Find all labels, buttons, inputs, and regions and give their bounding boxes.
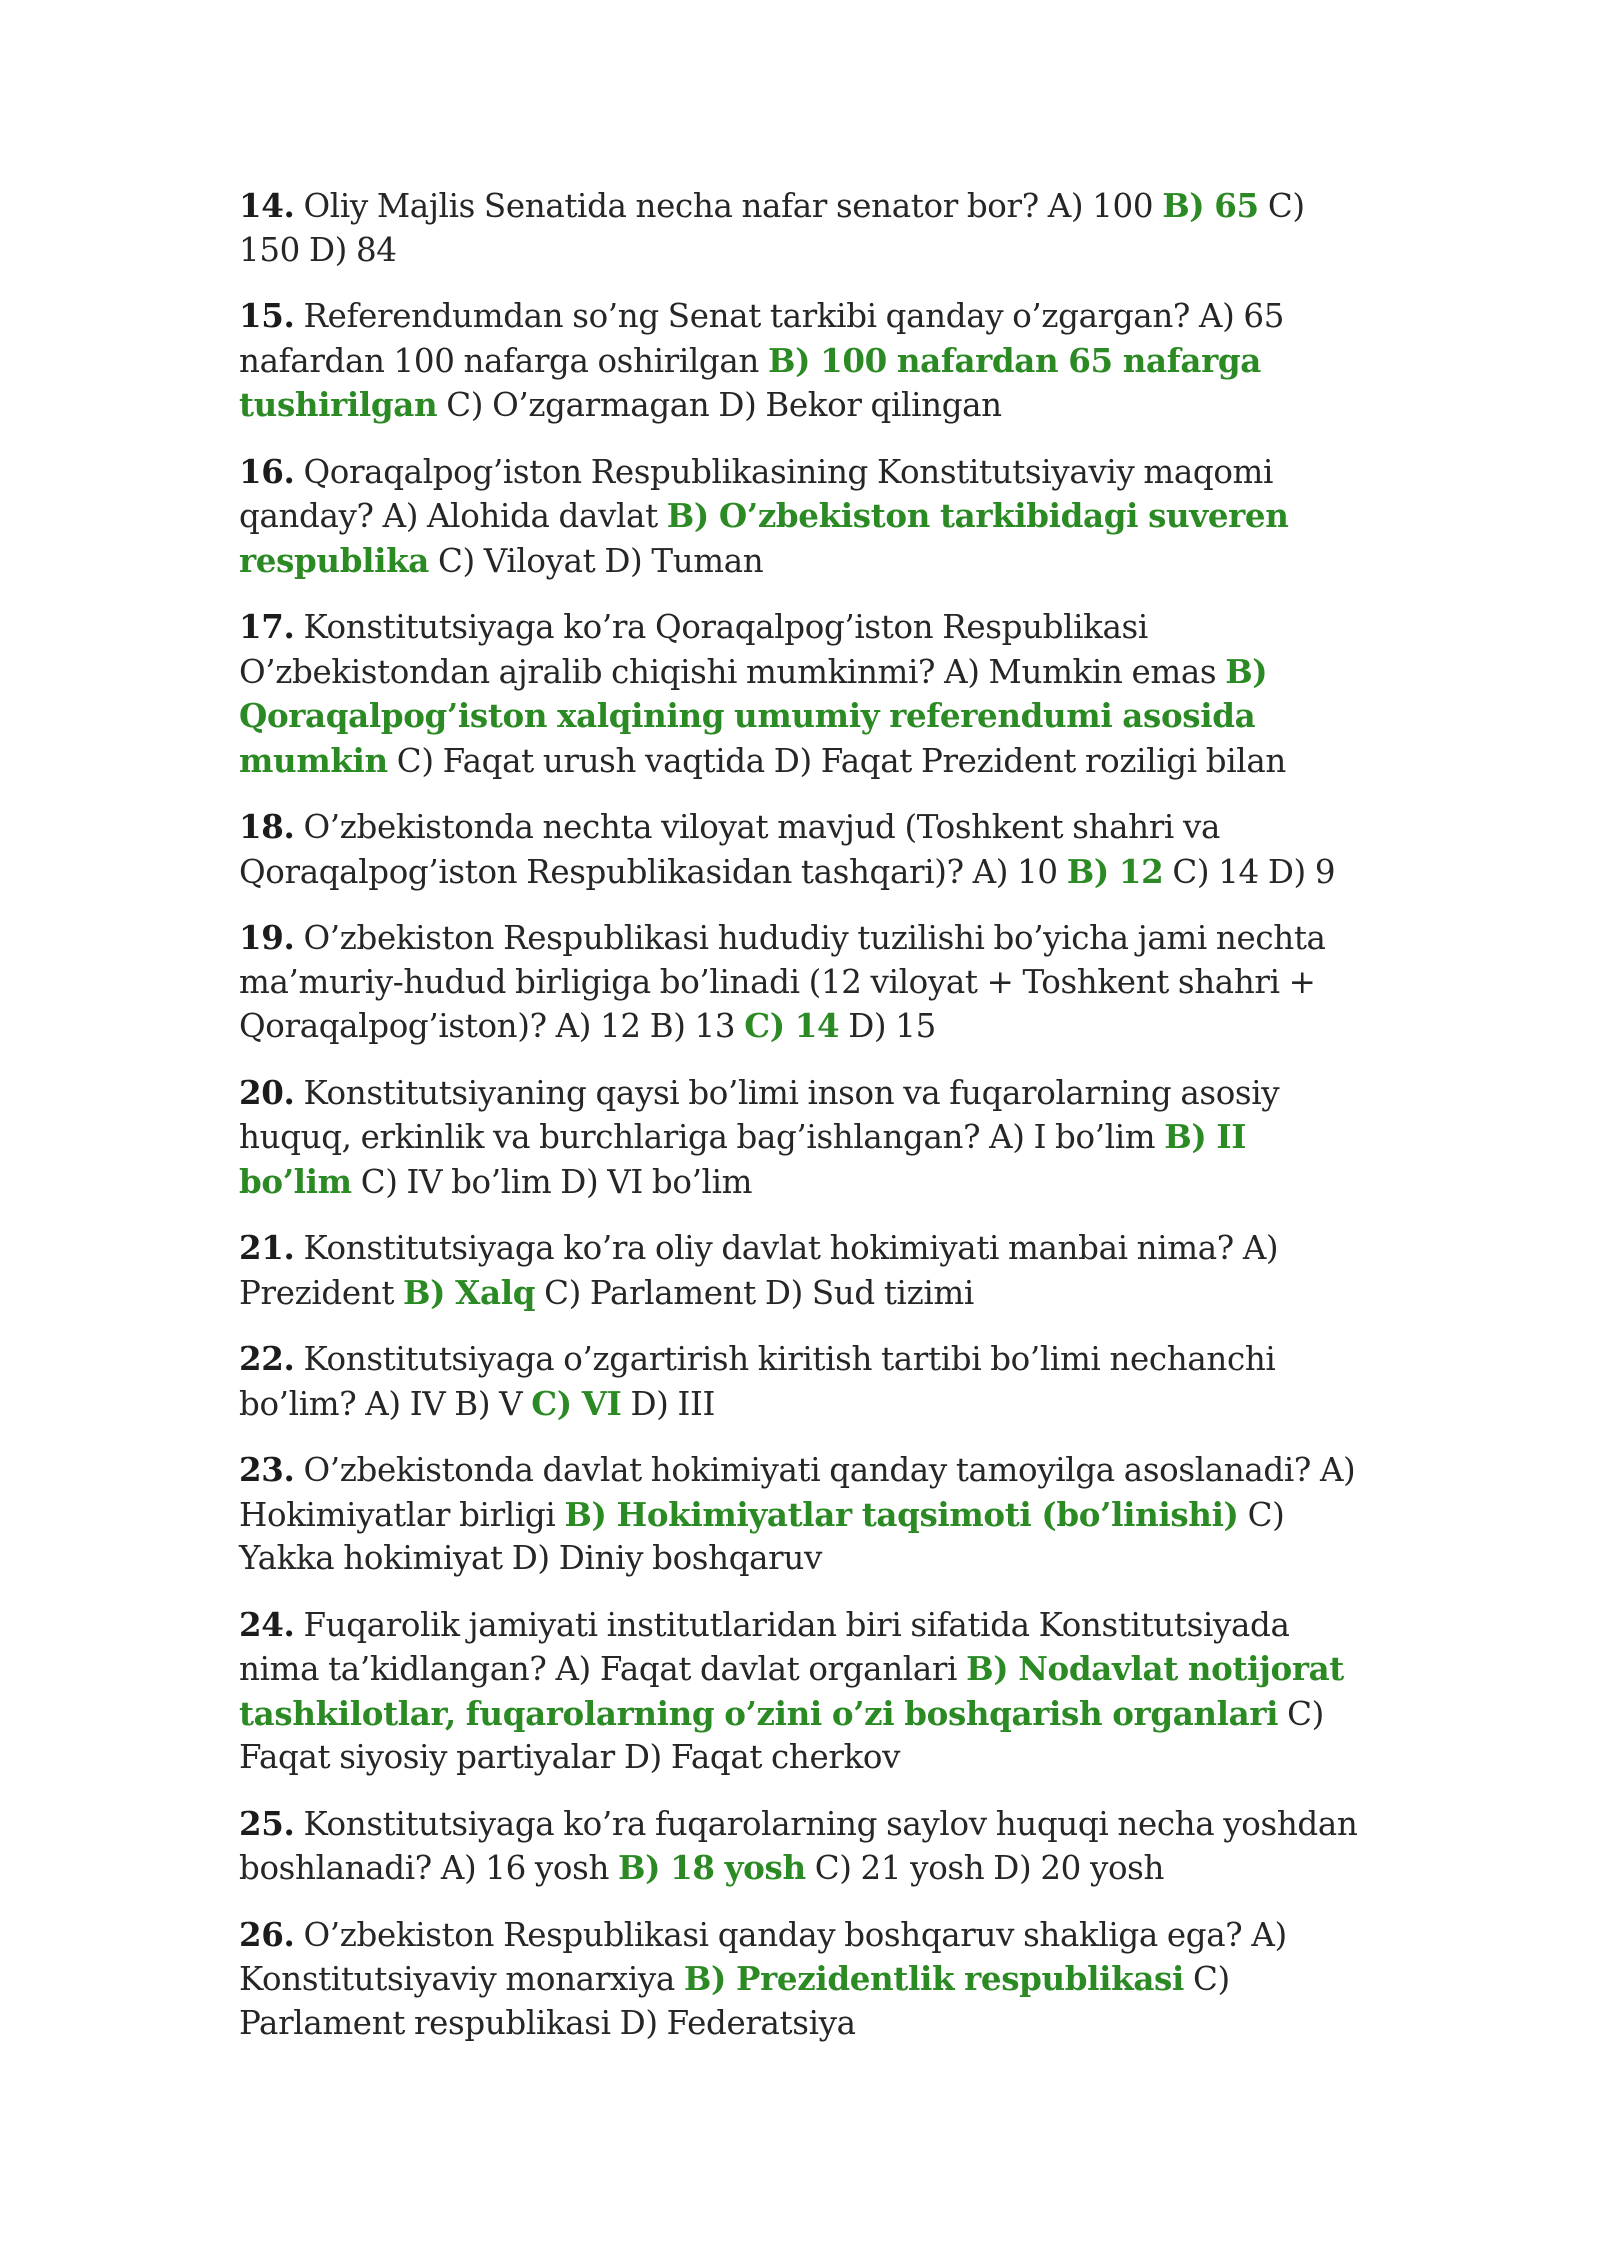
wrong-options-after: C) Parlament respublikasi D) Federatsiya — [239, 1960, 1230, 2042]
question-item — [239, 450, 1359, 584]
question-text: O’zbekiston Respublikasi qanday boshqaruv shakliga ega? — [303, 1915, 1243, 1954]
question-item — [239, 916, 1359, 1049]
question-list — [239, 184, 1359, 2067]
correct-answer: B) II bo’lim — [239, 1117, 1247, 1201]
correct-answer: B) 65 — [1162, 186, 1259, 225]
wrong-options-after: D) III — [630, 1384, 715, 1423]
wrong-options-before: A) Faqat davlat organlari — [555, 1650, 958, 1688]
question-item — [239, 1802, 1359, 1891]
wrong-options-after: C) Parlament D) Sud tizimi — [544, 1273, 974, 1312]
wrong-options-before: A) Konstitutsiyaviy monarxiya — [239, 1915, 1287, 1998]
correct-answer: B) 18 yosh — [618, 1848, 806, 1887]
wrong-options-after: C) Faqat urush vaqtida D) Faqat Prezident roziligi bilan — [396, 741, 1286, 780]
question-text: Referendumdan so’ng Senat tarkibi qanday o’zgargan? — [303, 297, 1190, 335]
question-number: 22. — [239, 1339, 295, 1378]
question-text: O’zbekistonda davlat hokimiyati qanday tamoyilga asoslanadi? — [303, 1451, 1311, 1489]
wrong-options-after: C) O’zgarmagan D) Bekor qilingan — [446, 386, 1002, 424]
question-number: 24. — [239, 1604, 295, 1644]
wrong-options-after: D) 15 — [848, 1007, 936, 1045]
question-text: Konstitutsiyaning qaysi bo’limi inson va fuqarolarning asosiy huquq, erkinlik va burchlariga bag’ishlangan? — [239, 1073, 1280, 1156]
correct-answer: B) 100 nafardan 65 nafarga tushirilgan — [239, 340, 1261, 424]
wrong-options-after: C) Viloyat D) Tuman — [437, 541, 764, 580]
wrong-options-after: C) IV bo’lim D) VI bo’lim — [360, 1162, 753, 1201]
question-item — [239, 184, 1359, 272]
question-item — [239, 805, 1359, 894]
question-text: Qoraqalpog’iston Respublikasining Konstitutsiyaviy maqomi qanday? — [239, 452, 1274, 535]
wrong-options-after: C) 14 D) 9 — [1172, 852, 1336, 891]
correct-answer: B) 12 — [1066, 851, 1164, 891]
wrong-options-before: A) 65 nafardan 100 nafarga oshirilgan — [239, 297, 1285, 380]
wrong-options-after: C) 21 yosh D) 20 yosh — [814, 1849, 1165, 1887]
wrong-options-before: A) 12 B) 13 — [555, 1007, 736, 1045]
question-number: 18. — [239, 807, 295, 846]
question-number: 19. — [239, 918, 295, 957]
question-number: 21. — [239, 1228, 295, 1267]
question-text: Konstitutsiyaga ko’ra fuqarolarning saylov huquqi necha yoshdan boshlanadi? — [239, 1804, 1358, 1887]
wrong-options-before: A) IV B) V — [365, 1384, 523, 1423]
wrong-options-before: A) Mumkin emas — [944, 652, 1217, 691]
wrong-options-before: A) Prezident — [239, 1229, 1279, 1312]
correct-answer: B) Prezidentlik respublikasi — [683, 1959, 1184, 1998]
question-item — [239, 1603, 1359, 1780]
question-text: Konstitutsiyaga ko’ra Qoraqalpog’iston Respublikasi O’zbekistondan ajralib chiqishi mumkinmi? — [239, 608, 1148, 691]
question-number: 16. — [239, 451, 295, 491]
question-item — [239, 1913, 1359, 2046]
wrong-options-after: C) Yakka hokimiyat D) Diniy boshqaruv — [239, 1495, 1285, 1577]
question-number: 14. — [239, 186, 295, 225]
question-item — [239, 294, 1359, 428]
wrong-options-before: A) I bo’lim — [989, 1118, 1156, 1156]
wrong-options-before: A) Hokimiyatlar birligi — [239, 1451, 1356, 1534]
question-text: O’zbekistonda nechta viloyat mavjud (Toshkent shahri va Qoraqalpog’iston Respublikasidan tashqari)? — [239, 808, 1220, 891]
correct-answer: B) Xalq — [403, 1272, 536, 1312]
question-item — [239, 1448, 1359, 1581]
question-text: Konstitutsiyaga o’zgartirish kiritish tartibi bo’limi nechanchi bo’lim? — [239, 1340, 1276, 1423]
correct-answer: B) Hokimiyatlar taqsimoti (bo’linishi) — [564, 1494, 1239, 1534]
question-item — [239, 1071, 1359, 1205]
question-number: 15. — [239, 296, 295, 335]
wrong-options-before: A) 10 — [972, 852, 1058, 891]
question-number: 26. — [239, 1914, 295, 1954]
question-text: O’zbekiston Respublikasi hududiy tuzilishi bo’yicha jami nechta ma’muriy-hudud birligiga bo’linadi (12 viloyat + Toshkent shahri + Qoraqalpog’iston)? — [239, 919, 1326, 1045]
question-text: Fuqarolik jamiyati institutlaridan biri sifatida Konstitutsiyada nima ta’kidlangan? — [239, 1605, 1290, 1688]
question-number: 23. — [239, 1450, 295, 1489]
wrong-options-after: C) 150 D) 84 — [239, 187, 1305, 269]
wrong-options-before: A) Alohida davlat — [382, 497, 658, 535]
correct-answer: C) 14 — [744, 1006, 840, 1045]
question-item — [239, 1226, 1359, 1315]
wrong-options-before: A) 16 yosh — [440, 1849, 610, 1887]
correct-answer: B) Qoraqalpog’iston xalqining umumiy referendumi asosida mumkin — [239, 651, 1268, 780]
correct-answer: B) O’zbekiston tarkibidagi suveren respublika — [239, 496, 1289, 580]
question-text: Oliy Majlis Senatida necha nafar senator bor? — [303, 187, 1039, 225]
question-number: 25. — [239, 1803, 295, 1843]
wrong-options-after: C) Faqat siyosiy partiyalar D) Faqat cherkov — [239, 1694, 1324, 1776]
question-text: Konstitutsiyaga ko’ra oliy davlat hokimiyati manbai nima? — [303, 1229, 1234, 1267]
correct-answer: C) VI — [531, 1383, 622, 1423]
correct-answer: B) Nodavlat notijorat tashkilotlar, fuqarolarning o’zini o’zi boshqarish organlari — [239, 1649, 1344, 1733]
question-number: 17. — [239, 607, 295, 646]
question-number: 20. — [239, 1072, 295, 1112]
question-item — [239, 1337, 1359, 1426]
question-item — [239, 605, 1359, 783]
wrong-options-before: A) 100 — [1047, 187, 1154, 225]
